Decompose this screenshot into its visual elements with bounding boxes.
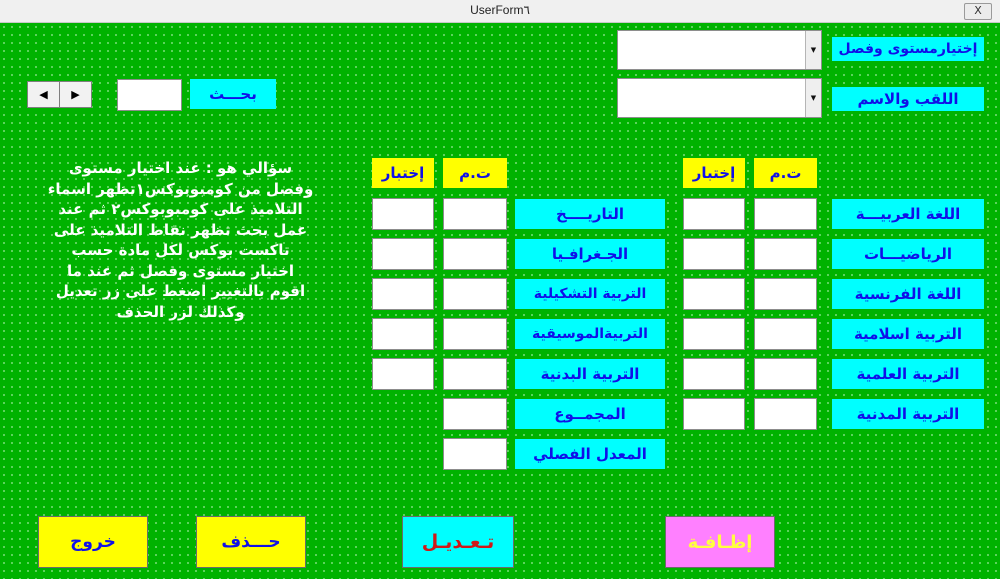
total-input[interactable] [443,398,507,430]
chevron-down-icon[interactable]: ▼ [805,79,821,117]
subject-geography-label: الجـغرافـيا [515,239,665,269]
geography-exam-input[interactable] [372,238,434,270]
history-tm-input[interactable] [443,198,507,230]
subject-science-label: التربية العلمية [832,359,984,389]
form-client-area [0,23,1000,579]
exit-button[interactable]: خروج [38,516,148,568]
subject-art-label: التربية التشكيلية [515,279,665,309]
subject-civic-label: التربية المدنية [832,399,984,429]
level-class-combobox[interactable] [617,30,822,70]
pe-tm-input[interactable] [443,358,507,390]
header-exam-left: إختبار [372,158,434,188]
search-label: بحـــث [190,79,276,109]
art-exam-input[interactable] [372,278,434,310]
subject-pe-label: التربية البدنية [515,359,665,389]
math-exam-input[interactable] [683,238,745,270]
close-button[interactable]: X [964,3,992,20]
question-note: سؤالي هو : عند اختيار مستوى وفصل من كومبوبوكس١تظهر اسماء التلاميذ على كومبوبوكس٢ ثم عند عمل بحث تظهر نقاط التلاميذ على تاكست بوكس لكل مادة حسب اختيار مستوى وفصل ثم عند ما اقوم بالتغيير اضغط على زر تعديل وكذلك لزر الحذف [47,159,314,321]
header-exam-right: إختبار [683,158,745,188]
math-tm-input[interactable] [754,238,817,270]
subject-french-label: اللغة الفرنسية [832,279,984,309]
total-label: المجمــوع [515,399,665,429]
geography-tm-input[interactable] [443,238,507,270]
average-label: المعدل الفصلي [515,439,665,469]
search-input[interactable] [117,79,182,111]
music-exam-input[interactable] [372,318,434,350]
title-bar [0,0,1000,23]
civic-exam-input[interactable] [683,398,745,430]
pe-exam-input[interactable] [372,358,434,390]
science-exam-input[interactable] [683,358,745,390]
edit-button[interactable]: تـعـديـل [402,516,514,568]
islamic-exam-input[interactable] [683,318,745,350]
chevron-down-icon[interactable]: ▼ [805,31,821,69]
header-tm-left: ت.م [443,158,507,188]
subject-islamic-label: التربية اسلامية [832,319,984,349]
next-arrow-icon[interactable]: ▶ [59,82,91,107]
window-title: UserForm٦ [470,3,530,17]
subject-math-label: الرياضيـــات [832,239,984,269]
islamic-tm-input[interactable] [754,318,817,350]
music-tm-input[interactable] [443,318,507,350]
arabic-exam-input[interactable] [683,198,745,230]
art-tm-input[interactable] [443,278,507,310]
history-exam-input[interactable] [372,198,434,230]
science-tm-input[interactable] [754,358,817,390]
french-exam-input[interactable] [683,278,745,310]
delete-button[interactable]: حـــذف [196,516,306,568]
civic-tm-input[interactable] [754,398,817,430]
average-input[interactable] [443,438,507,470]
subject-arabic-label: اللغة العربيـــة [832,199,984,229]
header-tm-right: ت.م [754,158,817,188]
arabic-tm-input[interactable] [754,198,817,230]
french-tm-input[interactable] [754,278,817,310]
name-combobox[interactable] [617,78,822,118]
subject-music-label: التربيةالموسيقية [515,319,665,349]
record-spin-button[interactable] [27,81,92,108]
previous-arrow-icon[interactable]: ◀ [39,88,48,101]
subject-history-label: التاريــــخ [515,199,665,229]
name-label: اللقب والاسم [832,87,984,111]
level-class-label: إختيارمستوى وفصل [832,37,984,61]
add-button[interactable]: إظـافـة [665,516,775,568]
